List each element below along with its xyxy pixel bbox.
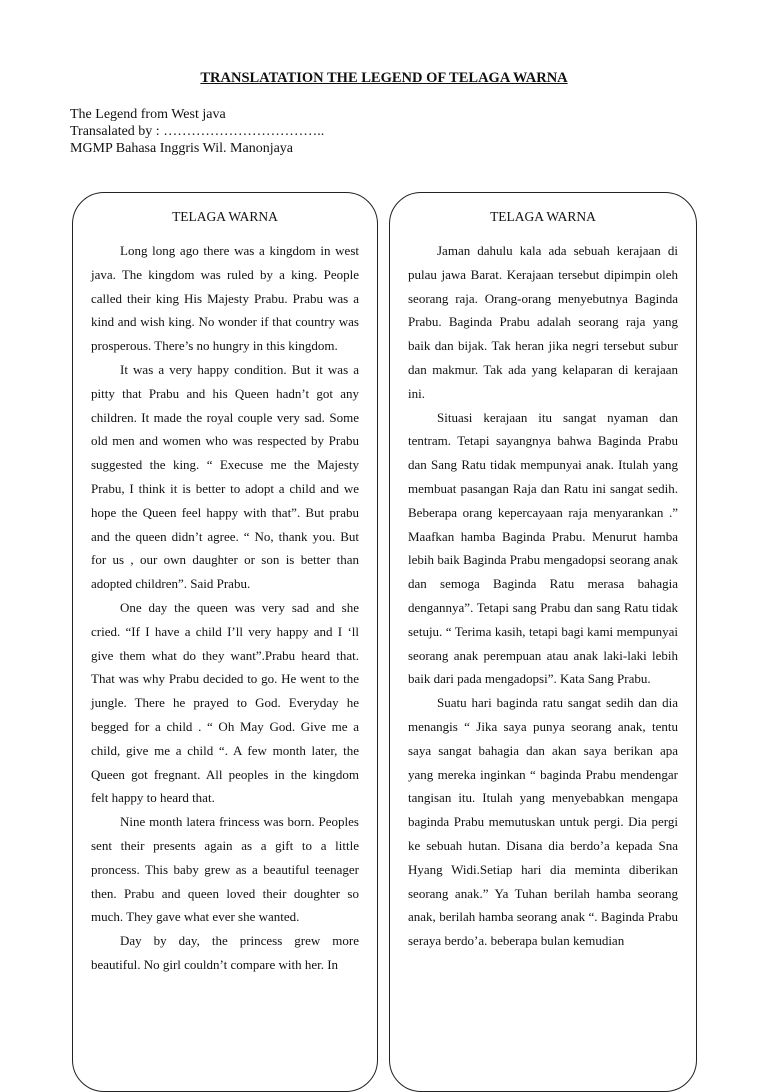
- english-paragraph: Long long ago there was a kingdom in west java. The kingdom was ruled by a king. People called their king His Majesty Prabu. Prabu was a kind and wish king. No wonder if that country was prosperous. There’s no hungry in this kingdom.: [91, 243, 359, 354]
- meta-organization: MGMP Bahasa Inggris Wil. Manonjaya: [70, 141, 294, 156]
- indonesian-paragraph: Jaman dahulu kala ada sebuah kerajaan di pulau jawa Barat. Kerajaan tersebut dipimpin oleh seorang raja. Orang-orang menyebutnya Baginda Prabu. Baginda Prabu adalah seorang raja yang baik dan bijak. Tak heran jika negri tersebut subur dan makmur. Tak ada yang kelaparan di kerajaan ini.: [408, 243, 678, 401]
- document-meta: [70, 106, 324, 157]
- indonesian-paragraph: Situasi kerajaan itu sangat nyaman dan tentram. Tetapi sayangnya bahwa Baginda Prabu dan Sang Ratu tidak mempunyai anak. Itulah yang membuat pasangan Raja dan Ratu ini sangat sedih. Beberapa orang kepercayaan raja menyarankan .” Maafkan hamba Baginda Prabu. Menurut hamba lebih baik Baginda Prabu mengadopsi seorang anak dan semoga Baginda Ratu merasa bahagia dengannya”. Tetapi sang Prabu dan sang Ratu tidak setuju. “ Terima kasih, tetapi bagi kami mempunyai seorang anak perempuan atau anak laki-laki lebih baik dari pada mengadopsi”. Kata Sang Prabu.: [408, 409, 678, 687]
- meta-translator: Transalated by : ……………………………..: [70, 124, 325, 139]
- english-paragraph: Day by day, the princess grew more beautiful. No girl couldn’t compare with her. In: [91, 933, 359, 972]
- indonesian-column-body: [408, 239, 678, 953]
- english-column-heading: TELAGA WARNA: [172, 209, 278, 224]
- meta-source: The Legend from West java: [70, 107, 226, 122]
- english-paragraph: One day the queen was very sad and she cried. “If I have a child I’ll very happy and I ‘ll give them what do they want”.Prabu heard that. That was why Prabu decided to go. He went to the jungle. There he prayed to God. Everyday he begged for a child . “ Oh May God. Give me a child, give me a child “. A few month later, the Queen got fregnant. All peoples in the kingdom felt happy to heard that.: [91, 599, 359, 806]
- english-column-body: [91, 239, 359, 977]
- english-column: [72, 192, 378, 1092]
- indonesian-column-heading: TELAGA WARNA: [490, 209, 596, 224]
- english-paragraph: It was a very happy condition. But it was a pitty that Prabu and his Queen hadn’t got any children. It made the royal couple very sad. Some old men and women who was respected by Prabu suggested the king. “ Execuse me the Majesty Prabu, I think it is better to adopt a child and we hope the Queen feel happy with that”. But prabu and the queen didn’t agree. “ No, thank you. But for us , our own daughter or son is better than adopted children”. Said Prabu.: [91, 361, 359, 592]
- document-title: TRANSLATATION THE LEGEND OF TELAGA WARNA: [200, 70, 568, 86]
- indonesian-column: [389, 192, 697, 1092]
- english-paragraph: Nine month latera frincess was born. Peoples sent their presents again as a gift to a little proncess. This baby grew as a beautiful teenager then. Prabu and queen loved their doughter so much. They gave what ever she wanted.: [91, 814, 359, 925]
- indonesian-paragraph: Suatu hari baginda ratu sangat sedih dan dia menangis “ Jika saya punya seorang anak, tentu saya sangat bahagia dan akan saya berikan apa yang mereka inginkan “ baginda Prabu mendengar tangisan itu. Itulah yang menyebabkan mengapa baginda Prabu memutuskan untuk pergi. Dia pergi ke sebuah hutan. Disana dia berdo’a kepada Sna Hyang Widi.Setiap hari dia meminta diberikan seorang anak.” Ya Tuhan berilah hamba seorang anak, berilah hamba seorang anak “. Baginda Prabu seraya berdo’a. beberapa bulan kemudian: [408, 695, 678, 949]
